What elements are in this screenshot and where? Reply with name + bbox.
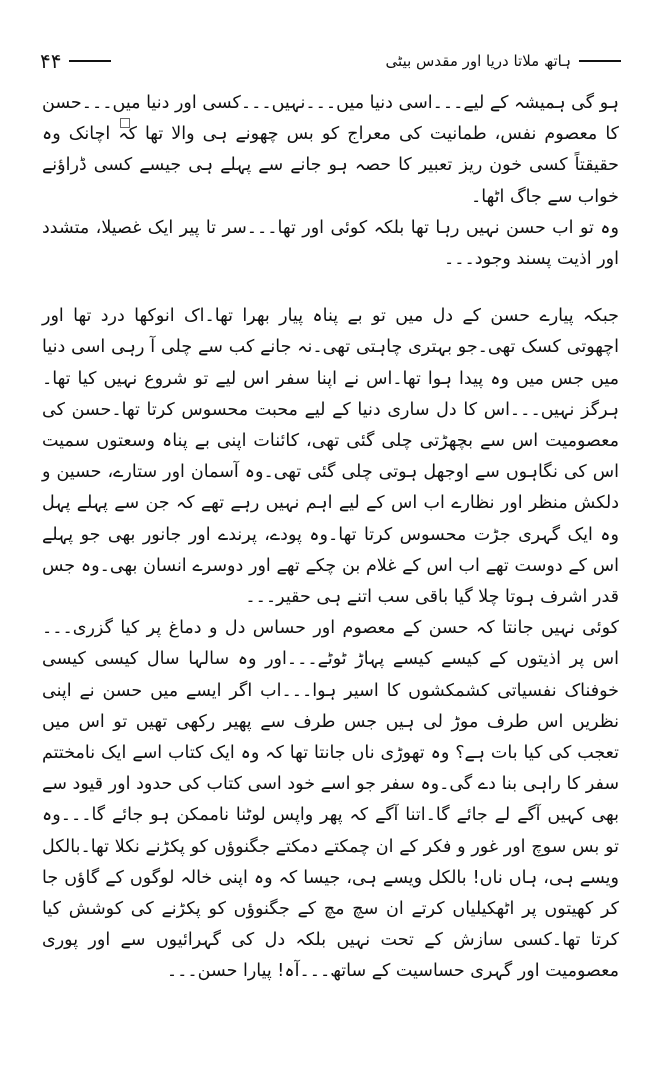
page-number-group (40, 49, 111, 73)
book-title-group (386, 52, 621, 70)
paragraph-3: جبکہ پیارے حسن کے دل میں تو بے پناہ پیار بھرا تھا۔اک انوکھا درد تھا اور اچھوتی کسک تھی۔جو بہتری چاہتی تھی۔نہ جانے کب سے چلی آ رہی اسی دنیا میں جس میں وہ پیدا ہوا تھا۔اس نے اپنا سفر اس لیے تو شروع نہیں کیا تھا۔ہرگز نہیں۔۔۔اس کا دل ساری دنیا کے لیے محبت محسوس کرتا تھا۔حسن کی معصومیت اس سے بچھڑتی چلی گئی تھی، کائنات اپنی بے پناہ وسعتوں سمیت اس کی نگاہوں سے اوجھل ہوتی چلی گئی تھی۔وہ آسمان اور ستارے، حسین و دلکش منظر اور نظارے اب اس کے لیے اہم نہیں رہے تھے کہ جن سے پہلے پہل وہ ایک گہری جڑت محسوس کرتا تھا۔وہ پودے، پرندے اور جانور بھی جو پہلے اس کے دوست تھے اب اس کے غلام بن چکے تھے اور دوسرے انسان بھی۔وہ جس قدر اشرف ہوتا چلا گیا باقی سب اتنے ہی حقیر۔۔۔ (42, 306, 619, 608)
header-rule-right (579, 60, 621, 62)
page-number: ۴۴ (40, 49, 62, 73)
paragraph-1: ہو گی ہمیشہ کے لیے۔۔۔اسی دنیا میں۔۔۔نہیں۔۔۔کسی اور دنیا میں۔۔۔حسن کا معصوم نفس، طمانیت کی معراج کو بس چھونے ہی والا تھا کہ اچانک وہ حقیقتاً کسی خون ریز تعبیر کا حصہ ہو جانے سے پہلے ہی جیسے کسی ڈراؤنے خواب سے جاگ اٹھا۔ (42, 93, 619, 207)
page-body (42, 88, 619, 988)
header-rule-left (69, 60, 111, 62)
paragraph-2: وہ تو اب حسن نہیں رہا تھا بلکہ کوئی اور تھا۔۔۔سر تا پیر ایک غصیلا، متشدد اور اذیت پسند وجود۔۔۔ (42, 217, 619, 270)
book-title: ہاتھ ملاتا دریا اور مقدس بیٹی (385, 52, 571, 70)
page-header (40, 46, 621, 76)
paragraph-4: کوئی نہیں جانتا کہ حسن کے معصوم اور حساس دل و دماغ پر کیا گزری۔۔۔اس پر اذیتوں کے کیسے کیسے پہاڑ ٹوٹے۔۔۔اور وہ سالہا سال کیسی کیسی خوفناک نفسیاتی کشمکشوں کا اسیر ہوا۔۔۔اب اگر ایسے میں حسن نے اپنی نظریں اس طرف موڑ لی ہیں جس طرف سے پھیر رکھی تھیں تو اس میں تعجب کی کیا بات ہے؟ وہ تھوڑی ناں جانتا تھا کہ وہ ایک کتاب اسے ایک نامختتم سفر کا راہی بنا دے گی۔وہ سفر جو اسے خود اسی کتاب کی حدود اور قیود سے بھی کہیں آگے لے جائے گا۔اتنا آگے کہ پھر واپس لوٹنا ناممکن ہو جائے گا۔۔۔وہ تو بس سوچ اور غور و فکر کے ان چمکتے دمکتے جگنوؤں کو پکڑنے نکلا تھا۔بالکل ویسے ہی، ہاں ناں! بالکل ویسے ہی، جیسا کہ وہ اپنی خالہ لوگوں کے گاؤں جا کر کھیتوں پر اٹھکیلیاں کرتے ان سچ مچ کے جگنوؤں کو پکڑنے کی کوشش کیا کرتا تھا۔کسی سازش کے تحت نہیں بلکہ دل کی گہرائیوں سے اور پوری معصومیت اور گہری حساسیت کے ساتھ۔۔۔آہ! پیارا حسن۔۔۔ (42, 618, 619, 982)
paragraph-gap (42, 275, 619, 301)
